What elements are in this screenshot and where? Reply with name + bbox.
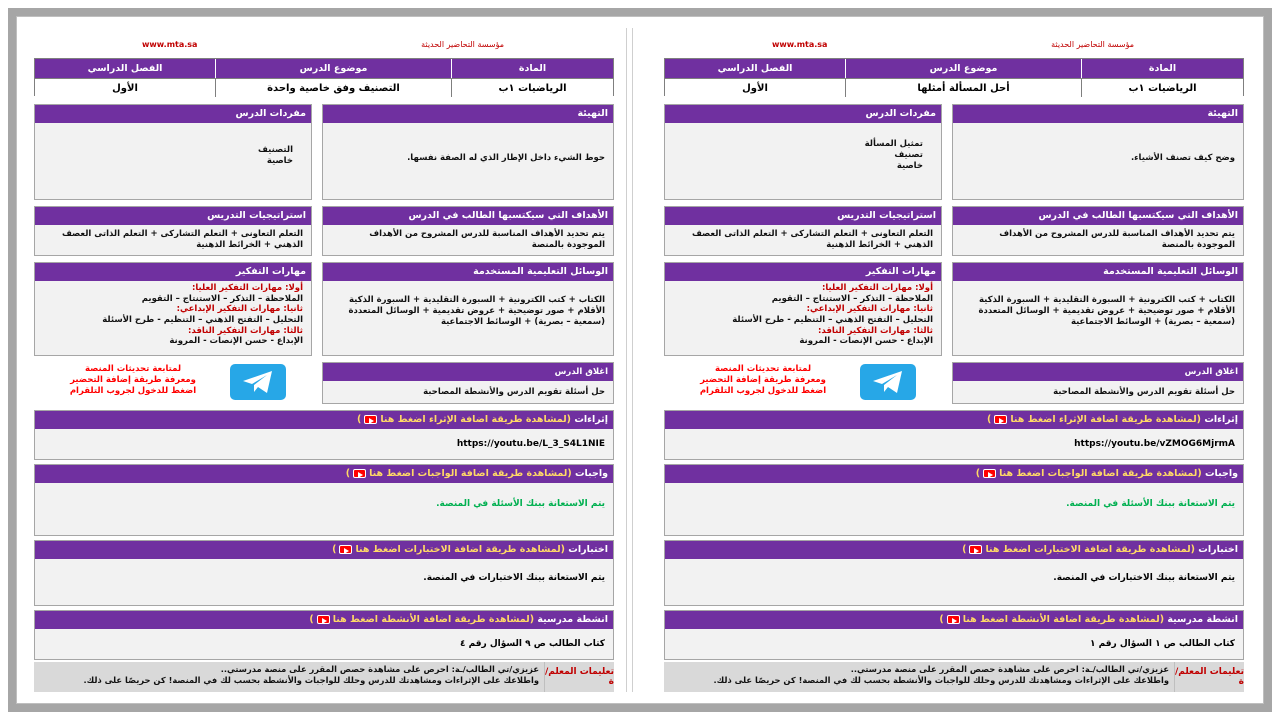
telegram-button[interactable]	[860, 364, 916, 400]
homework-section	[664, 464, 1244, 536]
objectives-text: يتم تحديد الأهداف المناسبة للدرس المشروح من الأهداف الموجودة بالمنصة	[369, 229, 605, 251]
term-value: الأول	[665, 78, 845, 97]
tests-section	[664, 540, 1244, 606]
vocab-item: التصنيف	[257, 145, 293, 155]
enrichment-link[interactable]: https://youtu.be/vZMOG6MjrmA	[1074, 439, 1235, 449]
thinking-line: أولا: مهارات التفكير العليا:	[191, 283, 303, 293]
activities-text: كتاب الطالب ص ١ السؤال رقم ١	[1089, 639, 1235, 649]
telegram-icon	[241, 369, 275, 395]
aids-header: الوسائل التعليمية المستخدمة	[953, 263, 1243, 281]
warmup-header: التهيئة	[323, 105, 613, 123]
thinking-header: مهارات التفكير	[665, 263, 941, 281]
tests-header[interactable]: اختبارات (لمشاهدة طريقة اضافة الاختبارات اضغط هنا)	[665, 541, 1243, 559]
closing-text: حل أسئلة تقويم الدرس والأنشطة المصاحبة	[1053, 387, 1235, 397]
strategies-text: التعلم التعاونى + التعلم التشاركى + التعلم الذاتى العصف الذهني + الخرائط الذهنية	[61, 229, 303, 251]
youtube-icon[interactable]	[317, 615, 330, 624]
activities-header[interactable]: انشطة مدرسية (لمشاهدة طريقة اضافة الأنشطة اضغط هنا)	[665, 611, 1243, 629]
thinking-line: ثالثا: مهارات التفكير الناقد:	[818, 325, 933, 336]
objectives-text: يتم تحديد الأهداف المناسبة للدرس المشروح من الأهداف الموجودة بالمنصة	[999, 229, 1235, 251]
tests-text: يتم الاستعانة ببنك الاختبارات في المنصة.	[1053, 573, 1235, 583]
youtube-icon[interactable]	[353, 469, 366, 478]
strategies-box	[34, 206, 312, 256]
subject-header: المادة	[1081, 59, 1243, 78]
topic-value: التصنيف وفق خاصية واحدة	[215, 78, 451, 97]
thinking-line: الملاحظة – التذكر – الاستنتاج – التقويم	[141, 293, 303, 304]
telegram-promo[interactable]: لمتابعة تحديثات المنصة ومعرفة طريقة إضافة التحضير اضغط للدخول لجروب التلقرام	[699, 364, 827, 397]
closing-box	[322, 362, 614, 404]
vocab-box	[664, 104, 942, 200]
enrichment-header[interactable]: إثراءات (لمشاهدة طريقة اضافة الإثراء اضغط هنا)	[35, 411, 613, 429]
closing-box	[952, 362, 1244, 404]
homework-header[interactable]: واجبات (لمشاهدة طريقة اضافة الواجبات اضغط هنا)	[665, 465, 1243, 483]
teacher-notes	[34, 662, 614, 692]
closing-text: حل أسئلة تقويم الدرس والأنشطة المصاحبة	[423, 387, 605, 397]
aids-line: الكتاب + كتب الكترونية + السبورة التقليدية + السبورة الذكية	[979, 295, 1235, 305]
site-link[interactable]: www.mta.sa	[142, 40, 198, 49]
warmup-header: التهيئة	[953, 105, 1243, 123]
youtube-icon[interactable]	[947, 615, 960, 624]
term-header: الفصل الدراسي	[35, 59, 215, 78]
teacher-notes-line: واطلاعك على الإثراءات ومشاهدتك للدرس وحلك للواجبات والأنشطة بحسب لك في المنصة! كن حريصًا على ذلك.	[83, 675, 539, 686]
term-value: الأول	[35, 78, 215, 97]
thinking-line: التحليل – التفتح الذهني – التنظيم - طرح الأسئلة	[732, 314, 933, 325]
aids-box	[322, 262, 614, 356]
thinking-line: ثانيا: مهارات التفكير الإبداعي:	[806, 304, 933, 315]
subject-value: الرياضيات ١ب	[451, 78, 613, 97]
thinking-box	[664, 262, 942, 356]
teacher-notes-label: تعليمات المعلم/ة	[1174, 662, 1244, 692]
aids-box	[952, 262, 1244, 356]
lesson-plan-page-1	[658, 28, 1250, 692]
lesson-plan-page-2	[28, 28, 620, 692]
teacher-notes-line: عزيزي/تي الطالب/ـة: احرص على مشاهدة حصص المقرر على منصة مدرستي..	[220, 664, 539, 674]
youtube-icon[interactable]	[983, 469, 996, 478]
term-header: الفصل الدراسي	[665, 59, 845, 78]
thinking-line: التحليل – التفتح الذهني – التنظيم - طرح الأسئلة	[102, 314, 303, 325]
topic-header: موضوع الدرس	[215, 59, 451, 78]
tests-header[interactable]: اختبارات (لمشاهدة طريقة اضافة الاختبارات اضغط هنا)	[35, 541, 613, 559]
thinking-line: الإبداع - حسن الإنصات - المرونة	[169, 336, 303, 347]
aids-line: الكتاب + كتب الكترونية + السبورة التقليدية + السبورة الذكية	[349, 295, 605, 305]
youtube-icon[interactable]	[994, 415, 1007, 424]
strategies-text: التعلم التعاونى + التعلم التشاركى + التعلم الذاتى العصف الذهني + الخرائط الذهنية	[691, 229, 933, 251]
vocab-item: تصنيف	[894, 150, 923, 161]
aids-line: الأقلام + صور توضيحية + عروض تقديمية + الوسائل المتعددة	[348, 306, 605, 317]
activities-section	[34, 610, 614, 660]
aids-header: الوسائل التعليمية المستخدمة	[323, 263, 613, 281]
org-name: مؤسسة التحاضير الحديثة	[421, 40, 504, 49]
page-divider	[632, 28, 633, 692]
telegram-button[interactable]	[230, 364, 286, 400]
teacher-notes-line: واطلاعك على الإثراءات ومشاهدتك للدرس وحلك للواجبات والأنشطة بحسب لك في المنصة! كن حريصًا على ذلك.	[713, 675, 1169, 686]
homework-text: يتم الاستعانة ببنك الأسئلة في المنصة.	[1066, 499, 1235, 509]
enrichment-header[interactable]: إثراءات (لمشاهدة طريقة اضافة الإثراء اضغط هنا)	[665, 411, 1243, 429]
aids-line: الأقلام + صور توضيحية + عروض تقديمية + الوسائل المتعددة	[978, 306, 1235, 317]
aids-line: (سمعية – بصرية) + الوسائط الاجتماعية	[440, 317, 605, 328]
telegram-promo[interactable]: لمتابعة تحديثات المنصة ومعرفة طريقة إضافة التحضير اضغط للدخول لجروب التلقرام	[69, 364, 197, 397]
warmup-text: حوط الشيء داخل الإطار الذي له الصفة نفسها.	[407, 153, 605, 163]
subject-value: الرياضيات ١ب	[1081, 78, 1243, 97]
activities-header[interactable]: انشطة مدرسية (لمشاهدة طريقة اضافة الأنشطة اضغط هنا)	[35, 611, 613, 629]
activities-section	[664, 610, 1244, 660]
thinking-box	[34, 262, 312, 356]
homework-text: يتم الاستعانة ببنك الأسئلة في المنصة.	[436, 499, 605, 509]
tests-section	[34, 540, 614, 606]
thinking-line: الإبداع - حسن الإنصات - المرونة	[799, 336, 933, 347]
org-name: مؤسسة التحاضير الحديثة	[1051, 40, 1134, 49]
vocab-header: مفردات الدرس	[665, 105, 941, 123]
closing-header: اغلاق الدرس	[953, 363, 1243, 381]
activities-text: كتاب الطالب ص ٩ السؤال رقم ٤	[459, 639, 605, 649]
vocab-item: خاصية	[266, 156, 293, 167]
youtube-icon[interactable]	[364, 415, 377, 424]
topic-value: أحل المسألة أمثلها	[845, 78, 1081, 97]
page-divider	[626, 28, 627, 692]
aids-line: (سمعية – بصرية) + الوسائط الاجتماعية	[1070, 317, 1235, 328]
strategies-header: استراتيجيات التدريس	[35, 207, 311, 225]
strategies-header: استراتيجيات التدريس	[665, 207, 941, 225]
closing-header: اغلاق الدرس	[323, 363, 613, 381]
lesson-info-table	[34, 58, 614, 96]
warmup-box	[952, 104, 1244, 200]
thinking-line: الملاحظة – التذكر – الاستنتاج – التقويم	[771, 293, 933, 304]
thinking-line: ثانيا: مهارات التفكير الإبداعي:	[176, 304, 303, 315]
teacher-notes-label: تعليمات المعلم/ة	[544, 662, 614, 692]
lesson-info-table	[664, 58, 1244, 96]
thinking-header: مهارات التفكير	[35, 263, 311, 281]
warmup-text: وضح كيف تصنف الأشياء.	[1130, 153, 1235, 163]
warmup-box	[322, 104, 614, 200]
strategies-box	[664, 206, 942, 256]
homework-header[interactable]: واجبات (لمشاهدة طريقة اضافة الواجبات اضغط هنا)	[35, 465, 613, 483]
homework-section	[34, 464, 614, 536]
objectives-header: الأهداف التي سيكتسبها الطالب في الدرس	[323, 207, 613, 225]
youtube-icon[interactable]	[339, 545, 352, 554]
enrichment-section	[34, 410, 614, 460]
tests-text: يتم الاستعانة ببنك الاختبارات في المنصة.	[423, 573, 605, 583]
subject-header: المادة	[451, 59, 613, 78]
vocab-box	[34, 104, 312, 200]
site-link[interactable]: www.mta.sa	[772, 40, 828, 49]
objectives-box	[952, 206, 1244, 256]
vocab-header: مفردات الدرس	[35, 105, 311, 123]
vocab-item: خاصية	[896, 161, 923, 172]
thinking-line: ثالثا: مهارات التفكير الناقد:	[188, 325, 303, 336]
objectives-box	[322, 206, 614, 256]
teacher-notes	[664, 662, 1244, 692]
vocab-item: تمثيل المسألة	[864, 139, 923, 149]
youtube-icon[interactable]	[969, 545, 982, 554]
telegram-icon	[871, 369, 905, 395]
thinking-line: أولا: مهارات التفكير العليا:	[821, 283, 933, 293]
enrichment-link[interactable]: https://youtu.be/L_3_S4L1NIE	[456, 439, 605, 449]
objectives-header: الأهداف التي سيكتسبها الطالب في الدرس	[953, 207, 1243, 225]
enrichment-section	[664, 410, 1244, 460]
teacher-notes-line: عزيزي/تي الطالب/ـة: احرص على مشاهدة حصص المقرر على منصة مدرستي..	[850, 664, 1169, 674]
topic-header: موضوع الدرس	[845, 59, 1081, 78]
